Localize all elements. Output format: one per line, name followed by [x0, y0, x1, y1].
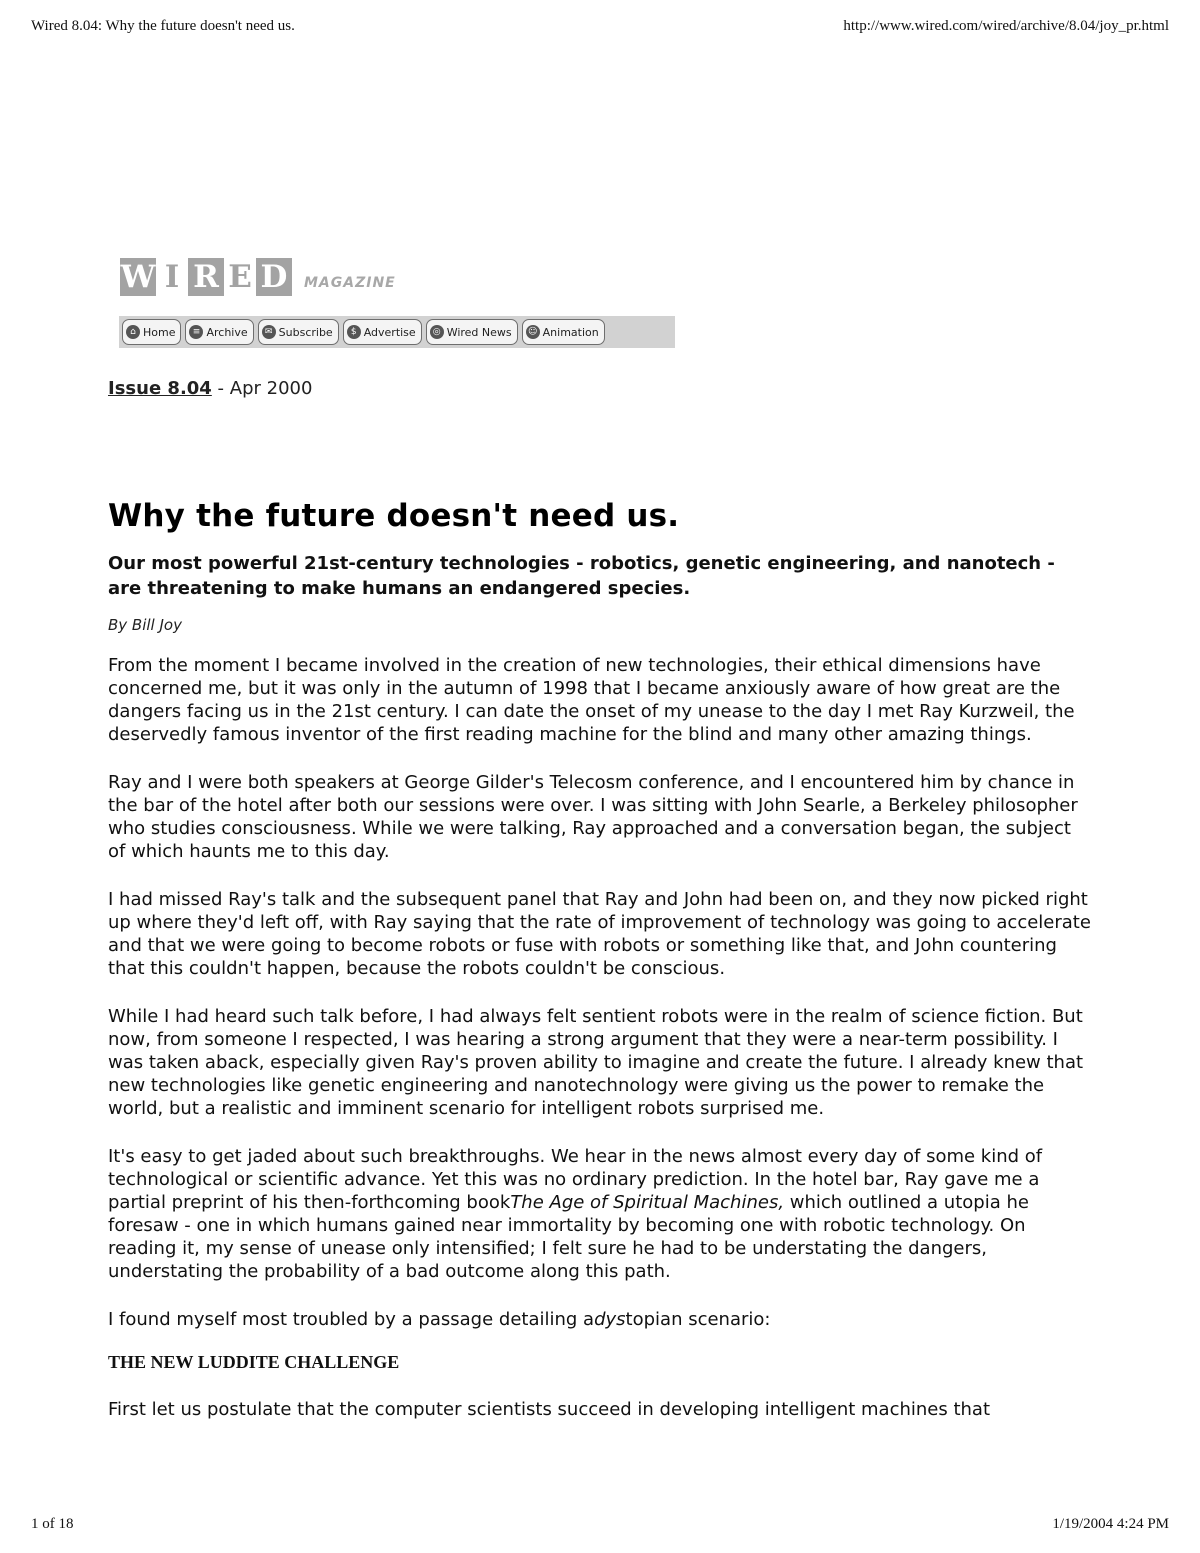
subscribe-icon: ✉ — [262, 325, 276, 339]
nav-home-button[interactable] — [122, 319, 181, 345]
nav-advertise-label: Advertise — [363, 325, 416, 339]
paragraph-7: First let us postulate that the computer scientists succeed in developing intelligent machines that — [108, 1399, 991, 1420]
section-heading: THE NEW LUDDITE CHALLENGE — [108, 1352, 400, 1372]
print-header — [31, 18, 1169, 35]
advertise-icon: $ — [347, 325, 361, 339]
paragraph-5 — [108, 1145, 1093, 1283]
issue-link[interactable]: Issue 8.04 — [108, 378, 212, 399]
paragraph-6-emphasis: dys — [594, 1309, 626, 1330]
logo-letter-e: E — [228, 259, 252, 295]
issue-line — [108, 378, 312, 399]
animation-icon: ☺ — [526, 325, 540, 339]
logo-letter-d: D — [256, 258, 292, 296]
paragraph-3: I had missed Ray's talk and the subsequent panel that Ray and John had been on, and they now picked right up where they'd left off, with Ray saying that the rate of improvement of technology was going to accelerate and that we were going to become robots or fuse with robots or something like that, and John countering that this couldn't happen, because the robots couldn't be conscious. — [108, 889, 1091, 979]
paragraph-5-text-b: which outlined a utopia he foresaw - one in which humans gained near immortality by becoming one with robotic technology. On reading it, my sense of unease only intensified; I felt sure he had to be understating the dangers, understating the probability of a bad outcome along this path. — [108, 1192, 1029, 1282]
paragraph-5-text-a: It's easy to get jaded about such breakthroughs. We hear in the news almost every day of some kind of technological or scientific advance. Yet this was no ordinary prediction. In the hotel bar, Ray gave me a partial preprint of his then-forthcoming book — [108, 1146, 1043, 1213]
nav-wired-news-label: Wired News — [446, 325, 512, 339]
print-footer — [31, 1516, 1169, 1533]
nav-subscribe-label: Subscribe — [278, 325, 333, 339]
logo-letter-r: R — [188, 258, 224, 296]
nav-wired-news-button[interactable] — [426, 319, 518, 345]
logo-tagline: MAGAZINE — [304, 275, 396, 291]
logo-letter-i: I — [164, 259, 180, 295]
print-header-url: http://www.wired.com/wired/archive/8.04/joy_pr.html — [843, 18, 1169, 34]
archive-icon: ≡ — [189, 325, 203, 339]
article-body — [108, 654, 1093, 1421]
nav-animation-label: Animation — [542, 325, 599, 339]
paragraph-4: While I had heard such talk before, I had always felt sentient robots were in the realm of science fiction. But now, from someone I respected, I was hearing a strong argument that they were a near-term possibility. I was taken aback, especially given Ray's proven ability to imagine and create the future. I already knew that new technologies like genetic engineering and nanotechnology were giving us the power to remake the world, but a realistic and imminent scenario for intelligent robots surprised me. — [108, 1006, 1084, 1119]
wired-logo[interactable] — [120, 257, 396, 297]
nav-archive-button[interactable] — [185, 319, 253, 345]
logo-letter-w: W — [120, 259, 156, 295]
article — [108, 498, 1093, 1421]
article-dek: Our most powerful 21st-century technologies - robotics, genetic engineering, and nanotech - are threatening to make humans an endangered species. — [108, 553, 1055, 599]
nav-home-label: Home — [143, 325, 176, 339]
nav-bar — [119, 316, 675, 348]
paragraph-6-text-b: topian scenario: — [625, 1309, 771, 1330]
print-footer-page: 1 of 18 — [31, 1516, 74, 1532]
paragraph-2: Ray and I were both speakers at George Gilder's Telecosm conference, and I encountered him by chance in the bar of the hotel after both our sessions were over. I was sitting with John Searle, a Berkeley philosopher who studies consciousness. While we were talking, Ray approached and a conversation began, the subject of which haunts me to this day. — [108, 772, 1078, 862]
print-footer-datetime: 1/19/2004 4:24 PM — [1052, 1516, 1169, 1532]
home-icon: ⌂ — [126, 325, 140, 339]
issue-date: - Apr 2000 — [211, 378, 313, 399]
book-title: The Age of Spiritual Machines, — [510, 1192, 785, 1213]
paragraph-6 — [108, 1308, 1093, 1331]
paragraph-6-text-a: I found myself most troubled by a passage detailing a — [108, 1309, 595, 1330]
nav-subscribe-button[interactable] — [258, 319, 339, 345]
article-title: Why the future doesn't need us. — [108, 498, 680, 534]
nav-animation-button[interactable] — [522, 319, 605, 345]
article-byline: By Bill Joy — [108, 616, 182, 634]
nav-archive-label: Archive — [206, 325, 248, 339]
print-header-title: Wired 8.04: Why the future doesn't need us. — [31, 18, 295, 34]
paragraph-1: From the moment I became involved in the creation of new technologies, their ethical dimensions have concerned me, but it was only in the autumn of 1998 that I became anxiously aware of how great are the dangers facing us in the 21st century. I can date the onset of my unease to the day I met Ray Kurzweil, the deservedly famous inventor of the first reading machine for the blind and many other amazing things. — [108, 655, 1075, 745]
wired-news-icon: ◎ — [430, 325, 444, 339]
nav-advertise-button[interactable] — [343, 319, 422, 345]
